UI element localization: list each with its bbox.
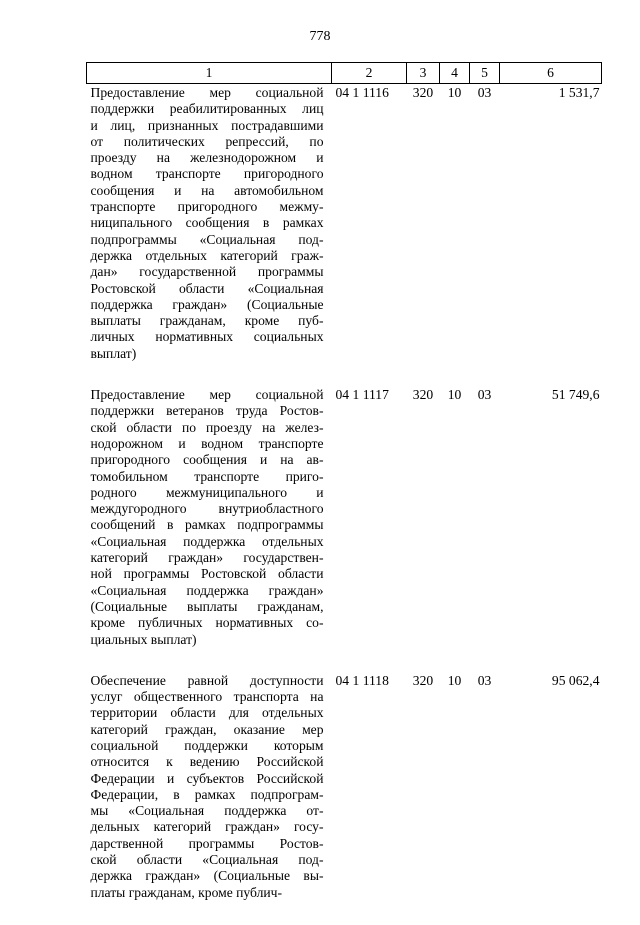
row-description-line: поддержки ветеранов труда Ростов- xyxy=(90,403,324,419)
row-description-line: пригородного сообщения и на ав- xyxy=(90,452,324,468)
row-col3: 320 xyxy=(412,85,434,100)
row-description-line: мы «Социальная поддержка от- xyxy=(90,803,324,819)
row-description-line: междугородного внутриобластного xyxy=(90,501,324,517)
row-description-line: ниципального сообщения в рамках xyxy=(90,215,324,231)
row-description-line: Обеспечение равной доступности xyxy=(90,672,324,688)
row-description-line: томобильном транспорте приго- xyxy=(90,468,324,484)
row-description-line: нодорожном и водном транспорте xyxy=(90,435,324,451)
row-description-line: относится к ведению Российской xyxy=(90,754,324,770)
column-header-6: 6 xyxy=(500,63,602,84)
column-header-3: 3 xyxy=(407,63,440,84)
row-description-line: ской области по проезду на желез- xyxy=(90,419,324,435)
row-description-line: подпрограммы «Социальная под- xyxy=(90,231,324,247)
row-description-line: личных нормативных социальных xyxy=(90,329,324,345)
row-col3: 320 xyxy=(412,672,434,688)
row-col5: 03 xyxy=(477,387,492,403)
row-amount: 1 531,7 xyxy=(558,85,600,100)
row-col4: 10 xyxy=(447,672,462,688)
row-description-line: (Социальные выплаты гражданам, xyxy=(90,598,324,614)
budget-table xyxy=(86,62,602,925)
row-description-line: выплат) xyxy=(90,345,137,361)
table-body xyxy=(87,84,602,925)
row-description-line: проезду на железнодорожном и xyxy=(90,150,324,166)
row-description-line: циальных выплат) xyxy=(90,631,197,647)
column-header-4: 4 xyxy=(440,63,470,84)
row-description-line: держка отдельных категорий граж- xyxy=(90,247,324,263)
row-description-line: сообщения и на автомобильном xyxy=(90,182,324,198)
row-description-line: и лиц, признанных пострадавшими xyxy=(90,117,324,133)
row-description-line: от политических репрессий, по xyxy=(90,133,324,149)
row-code: 04 1 1118 xyxy=(335,672,389,688)
row-description-line: дельных категорий граждан» госу- xyxy=(90,819,324,835)
row-description-line: дарственной программы Ростов- xyxy=(90,835,324,851)
row-description-line: транспорте пригородного межму- xyxy=(90,199,324,215)
row-code: 04 1 1117 xyxy=(335,387,389,403)
row-description-line: территории области для отдельных xyxy=(90,705,324,721)
row-code: 04 1 1116 xyxy=(335,85,389,100)
row-description-line: категорий граждан, оказание мер xyxy=(90,721,324,737)
row-description-line: «Социальная поддержка отдельных xyxy=(90,533,324,549)
row-description-line: услуг общественного транспорта на xyxy=(90,689,324,705)
row-amount: 95 062,4 xyxy=(551,672,600,688)
row-description-line: Предоставление мер социальной xyxy=(90,387,324,403)
row-description-line: поддержки реабилитированных лиц xyxy=(90,101,324,117)
table-header-row xyxy=(87,63,602,84)
row-description-line: выплаты гражданам, кроме пуб- xyxy=(90,313,324,329)
row-description-line: Федерации и субъектов Российской xyxy=(90,770,324,786)
row-col5: 03 xyxy=(477,672,492,688)
row-amount: 51 749,6 xyxy=(551,387,600,403)
row-description-line: ной программы Ростовской области xyxy=(90,566,324,582)
row-description-line: сообщений в рамках подпрограммы xyxy=(90,517,324,533)
column-header-5: 5 xyxy=(470,63,500,84)
row-description-line: Федерации, в рамках подпрограм- xyxy=(90,786,324,802)
row-description xyxy=(87,672,332,925)
row-description-line: дан» государственной программы xyxy=(90,264,324,280)
row-description xyxy=(87,386,332,672)
row-description-line: кроме публичных нормативных со- xyxy=(90,615,324,631)
row-description-line: Предоставление мер социальной xyxy=(90,85,324,100)
row-description-line: платы гражданам, кроме публич- xyxy=(90,884,283,900)
row-col5: 03 xyxy=(477,85,492,100)
table-row xyxy=(87,386,602,672)
column-header-1: 1 xyxy=(87,63,332,84)
row-description-line: категорий граждан» государствен- xyxy=(90,550,324,566)
row-description-line: ской области «Социальная под- xyxy=(90,852,324,868)
row-description-line: социальной поддержки которым xyxy=(90,737,324,753)
row-col4: 10 xyxy=(447,85,462,100)
row-col3: 320 xyxy=(412,387,434,403)
row-col4: 10 xyxy=(447,387,462,403)
row-description-line: Ростовской области «Социальная xyxy=(90,280,324,296)
table-row xyxy=(87,84,602,387)
row-description-line: родного межмуниципального и xyxy=(90,484,324,500)
page-number: 778 xyxy=(309,29,331,44)
table-row xyxy=(87,672,602,925)
row-description-line: «Социальная поддержка граждан» xyxy=(90,582,324,598)
column-header-2: 2 xyxy=(332,63,407,84)
row-description-line: водном транспорте пригородного xyxy=(90,166,324,182)
row-description-line: поддержка граждан» (Социальные xyxy=(90,296,324,312)
row-description xyxy=(87,84,332,387)
row-description-line: держка граждан» (Социальные вы- xyxy=(90,868,324,884)
